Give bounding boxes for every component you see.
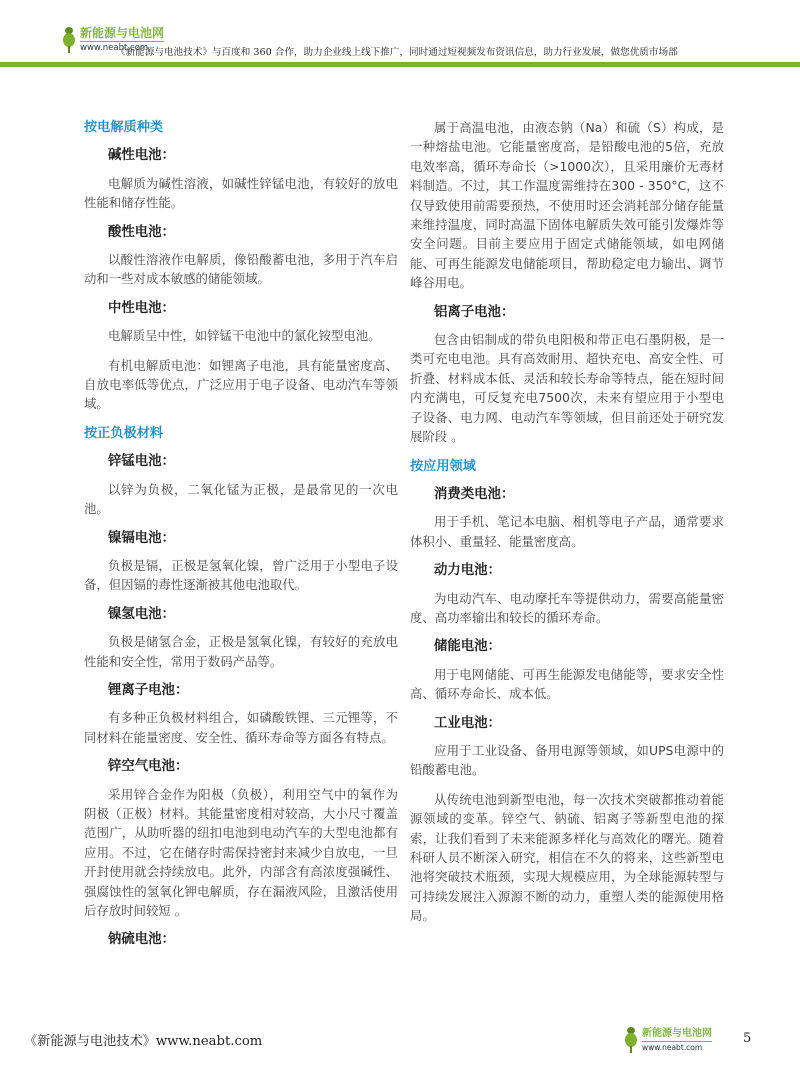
logo-name: 新能源与电池网 <box>642 1027 712 1039</box>
paragraph: 用于手机、笔记本电脑、相机等电子产品，通常要求体积小、重量轻、能量密度高。 <box>410 514 724 549</box>
subheading: 储能电池： <box>434 639 501 655</box>
right-column <box>410 118 724 936</box>
subheading: 镍氢电池： <box>108 606 175 622</box>
subheading: 铝离子电池： <box>434 304 515 320</box>
section-heading: 按电解质种类 <box>84 120 164 135</box>
logo-url: www.neabt.com <box>80 41 164 53</box>
paragraph: 负极是储氢合金，正极是氢氧化镍，有较好的充放电性能和安全性，常用于数码产品等。 <box>84 634 398 669</box>
section-heading: 按正负极材料 <box>84 425 164 441</box>
subheading: 锌空气电池： <box>108 759 189 775</box>
paragraph: 以酸性溶液作电解质，像铅酸蓄电池，多用于汽车启动和一些对成本敏感的储能领域。 <box>84 252 398 287</box>
paragraph: 为电动汽车、电动摩托车等提供动力，需要高能量密度、高功率输出和较长的循环寿命。 <box>410 590 724 625</box>
paragraph: 属于高温电池，由液态钠（Na）和硫（S）构成，是一种熔盐电池。它能量密度高，是铅酸电池的5倍，充放电效率高，循环寿命长（>1000次），且采用廉价无毒材料制造。不过，其工作温度需维持在300 - 350°C，这不仅导致使用前需要预热，不使用时还会消耗部分储存能量来维持温度，同时高温下固体电解质失效可能引发爆炸等安全问题。目前主要应用于固定式储能领域，如电网储能、可再生能源发电储能项目，帮助稳定电力输出、调节峰谷用电。 <box>410 120 724 291</box>
header-slogan: 《新能源与电池技术》与百度和 360 合作，助力企业线上线下推广，同时通过短视频发布资讯信息，助力行业发展，做您优质市场部 <box>116 47 678 58</box>
logo-name: 新能源与电池网 <box>80 26 165 41</box>
subheading: 工业电池： <box>434 715 501 731</box>
footer-logo <box>624 1027 712 1053</box>
page-number: 5 <box>743 1031 752 1046</box>
header-divider <box>0 62 800 67</box>
subheading: 酸性电池： <box>108 224 175 240</box>
subheading: 锌锰电池： <box>108 454 175 470</box>
left-column <box>84 118 398 958</box>
paragraph: 包含由铝制成的带负电阳极和带正电石墨阴极，是一类可充电电池。具有高效耐用、超快充电、高安全性、可折叠、材料成本低、灵活和较长寿命等特点，能在短时间内充满电，可反复充电7500次，未来有望应用于小型电子设备、电力网、电动汽车等领域，但目前还处于研究发展阶段 。 <box>410 332 724 445</box>
paragraph: 电解质为碱性溶液，如碱性锌锰电池，有较好的放电性能和储存性能。 <box>84 175 398 211</box>
subheading: 锂离子电池： <box>108 682 189 698</box>
subheading: 钠硫电池： <box>108 932 175 948</box>
paragraph: 用于电网储能、可再生能源发电储能等，要求安全性高、循环寿命长、成本低。 <box>410 666 724 702</box>
mascot-icon <box>62 27 76 53</box>
paragraph: 负极是镉，正极是氢氧化镍，曾广泛用于小型电子设备，但因镉的毒性逐渐被其他电池取代。 <box>84 557 398 593</box>
logo-url: www.neabt.com <box>642 1041 712 1052</box>
mascot-icon <box>624 1027 638 1053</box>
subheading: 中性电池： <box>108 300 175 316</box>
paragraph: 有机电解质电池：如锂离子电池，具有能量密度高、自放电率低等优点，广泛应用于电子设备、电动汽车等领域。 <box>84 357 398 412</box>
section-heading: 按应用领域 <box>410 458 476 474</box>
paragraph: 有多种正负极材料组合，如磷酸铁锂、三元锂等，不同材料在能量密度、安全性、循环寿命等方面各有特点。 <box>84 710 398 745</box>
subheading: 动力电池： <box>434 563 501 579</box>
page-header <box>0 0 800 70</box>
footer-text: 《新能源与电池技术》www.neabt.com <box>24 1034 263 1049</box>
paragraph: 从传统电池到新型电池，每一次技术突破都推动着能源领域的变革。锌空气、钠硫、铝离子等新型电池的探索，让我们看到了未来能源多样化与高效化的曙光。随着科研人员不断深入研究，相信在不久的将来，这些新型电池将突破技术瓶颈，实现大规模应用，为全球能源转型与可持续发展注入源源不断的动力，重塑人类的能源使用格局。 <box>410 791 724 924</box>
paragraph: 应用于工业设备、备用电源等领域，如UPS电源中的铅酸蓄电池。 <box>410 742 724 778</box>
paragraph: 电解质呈中性，如锌锰干电池中的氯化铵型电池。 <box>108 328 381 344</box>
subheading: 消费类电池： <box>434 486 515 502</box>
subheading: 镍镉电池： <box>108 530 175 546</box>
subheading: 碱性电池： <box>108 148 175 164</box>
paragraph: 以锌为负极，二氧化锰为正极，是最常见的一次电池。 <box>84 481 398 517</box>
paragraph: 采用锌合金作为阳极（负极），利用空气中的氧作为阴极（正极）材料。其能量密度相对较高，大小尺寸覆盖范围广，从助听器的纽扣电池到电动汽车的大型电池都有应用。不过，它在储存时需保持密封来减少自放电，一旦开封使用就会持续放电。此外，内部含有高浓度强碱性、强腐蚀性的氢氧化钾电解质，存在漏液风险，且激活使用后存放时间较短 。 <box>84 786 398 918</box>
